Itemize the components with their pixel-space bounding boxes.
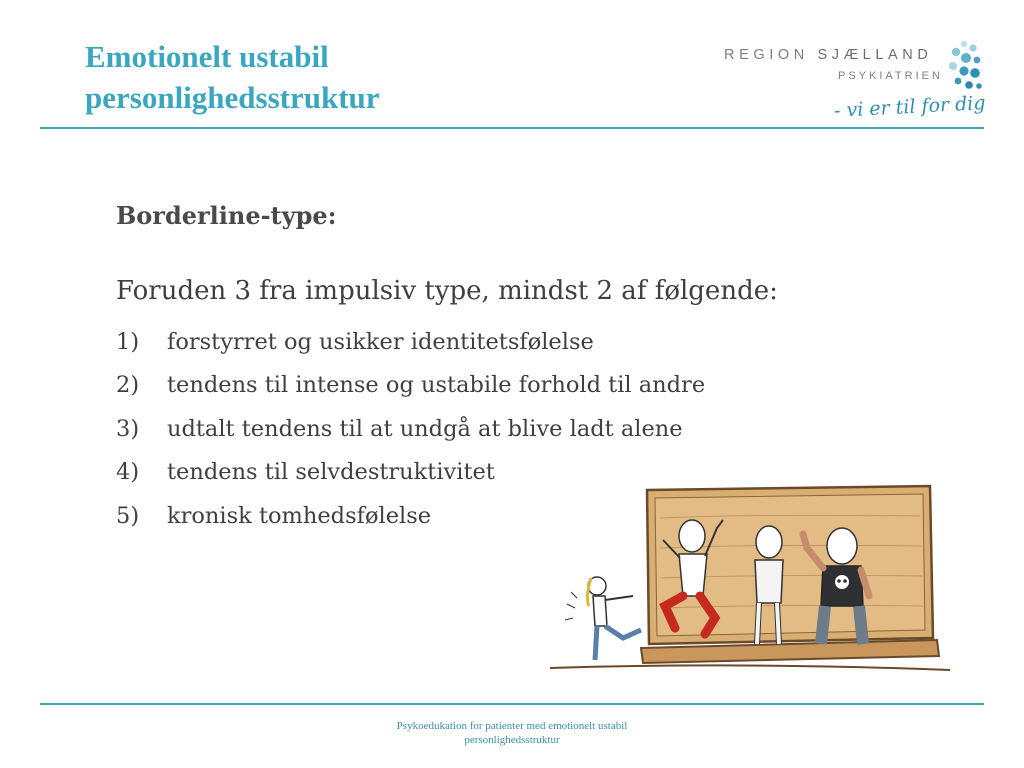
wooden-board-figures-illustration [545, 478, 955, 683]
list-item-number: 1) [116, 328, 140, 355]
list-item-text: kronisk tomhedsfølelse [167, 502, 432, 529]
footer-line-1: Psykoedukation for patienter med emotionelt ustabil [396, 720, 628, 732]
region-sjaelland-logo [722, 40, 987, 128]
logo-region-text [724, 47, 932, 63]
list-item-text: forstyrret og usikker identitetsfølelse [167, 328, 594, 355]
list-item-text: udtalt tendens til at undgå at blive ladt alene [167, 415, 683, 442]
list-item [116, 407, 705, 451]
intro-text: Foruden 3 fra impulsiv type, mindst 2 af følgende: [116, 276, 778, 306]
section-heading: Borderline-type: [116, 201, 337, 230]
logo-region-word: REGION [724, 47, 809, 63]
list-item-number: 4) [116, 459, 140, 486]
list-item [116, 320, 705, 364]
list-item-text: tendens til selvdestruktivitet [167, 459, 495, 486]
logo-psykiatrien-text: PSYKIATRIEN [838, 70, 943, 82]
list-item-number: 2) [116, 372, 140, 399]
footer-divider [40, 703, 984, 705]
list-item-text: tendens til intense og ustabile forhold til andre [167, 372, 706, 399]
slide-title-line-2: personlighedsstruktur [85, 80, 380, 115]
logo-dots-icon [944, 40, 984, 92]
footer-text [362, 719, 662, 747]
footer-line-2: personlighedsstruktur [464, 734, 560, 746]
list-item-number: 5) [116, 502, 140, 529]
list-item [116, 364, 705, 408]
logo-tagline: - vi er til for dig [833, 92, 986, 122]
slide-title-line-1: Emotionelt ustabil [85, 39, 329, 74]
slide-title [85, 36, 645, 118]
logo-sjaelland-word: SJÆLLAND [817, 47, 933, 63]
list-item-number: 3) [116, 415, 140, 442]
header-divider [40, 127, 984, 129]
